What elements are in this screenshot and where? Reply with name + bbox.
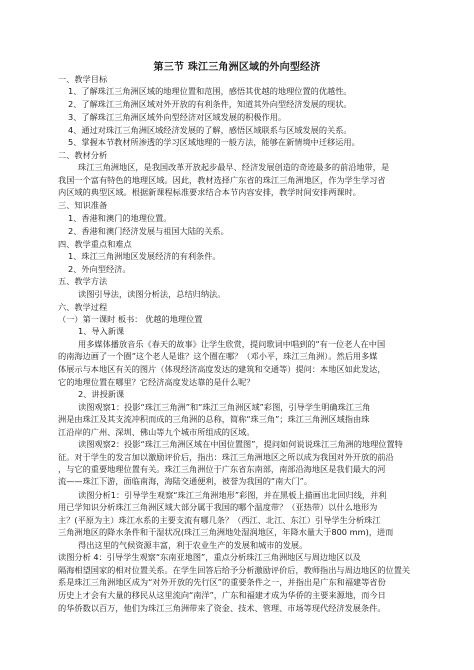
text-line: 读图观察2：投影“珠江三角洲区域在中国位置图”，提问如何说说珠江三角洲的地理位置特	[78, 439, 403, 449]
text-line: 珠江三角洲地区，是我国改革开放起步最早、经济发展创造的奇迹最多的前沿地带，是	[78, 162, 390, 172]
text-line: 五、教学方法	[58, 276, 108, 286]
text-line: 读图分析1：引导学生观察“珠江三角洲地形”彩图，并在黑板上描画出北回归线，并利	[78, 490, 387, 500]
text-line: 主？(平原为主）珠江水系的主要支流有哪几条？（西江、北江、东江）引导学生分析珠江	[58, 515, 381, 525]
text-line: 用多媒体播放音乐《春天的故事》让学生欣赏，提问歌词中唱到的“有一位老人在中国	[78, 339, 386, 349]
text-line: 读图分析 4：引导学生观察“东南亚地图”，重点分析珠江三角洲地区与周边地区以及	[58, 552, 361, 562]
text-line: 5、掌握本节教材所渗透的学习区域地理的一般方法，能够在新情境中迁移运用。	[68, 137, 360, 147]
text-line: 1、珠江三角洲地区发展经济的有利条件。	[68, 251, 221, 261]
text-line: 隔海相望国家的相对位置关系。在学生回答后给予分析激励评价后，教师指出与周边地区的位置关	[58, 565, 411, 575]
text-line: 系是珠江三角洲地区成为“对外开放的先行区”的重要条件之一，并指出是广东和福建等省份	[58, 577, 386, 587]
text-line: 六、教学过程	[58, 302, 108, 312]
text-line: 2、香港和澳门经济发展与祖国大陆的关系。	[68, 226, 229, 236]
text-line: 江沿岸的广州、深圳、佛山等九个城市所组成的区域。	[58, 427, 255, 437]
document-title: 第三节 珠江三角洲区域的外向型经济	[153, 62, 321, 73]
text-line: 读图观察1：投影“珠江三角洲”和“珠江三角洲区域”彩图，引导学生明确珠江三角	[78, 402, 371, 412]
text-line: 的华侨数以百万，他们为珠江三角洲带来了资金、技术、管理、市场等现代经济发展条件。	[58, 603, 386, 613]
text-line: 二、教材分析	[58, 150, 108, 160]
text-line: （一）第一课时 板书： 优越的地理位置	[58, 314, 203, 324]
text-line: 得出这里的气候资源丰富，利于农业生产的发展和城市的发展。	[78, 540, 308, 550]
text-line: 三、知识准备	[58, 200, 108, 210]
text-line: 用已学知识分析珠江三角洲区域大部分属于我国的哪个温度带？（亚热带）以什么地形为	[58, 502, 378, 512]
text-line: 内区域的典型区域。根据新课程标准要求结合本节内容安排，教学时间安排两课时。	[58, 187, 361, 197]
text-line: 3、了解珠江三角洲区域外向型经济对区域发展的积极作用。	[68, 112, 287, 122]
text-line: 征。对于学生的发言加以激励评价后，指出：珠江三角洲地区之所以成为我国对外开放的前沿	[58, 452, 394, 462]
text-line: 4、通过对珠江三角洲区域经济发展的了解，感悟区域联系与区域发展的关系。	[68, 125, 352, 135]
text-line: 三角洲地区的降水条件和干湿状况(珠江三角洲地处湿润地区，年降水量大于800 mm)，进而	[58, 527, 394, 537]
text-line: 1、导入新课	[78, 326, 125, 336]
text-line: 一、教学目标	[58, 74, 108, 84]
text-line: 四、教学重点和难点	[58, 239, 132, 249]
text-line: 我国一个富有特色的地理区域。因此，教材选择广东省的珠江三角洲地区，作为学生学习省	[58, 175, 386, 185]
text-line: 的南海边画了一个圈”这个老人是谁？这个圈在哪？（邓小平，珠江三角洲）。然后用多媒	[58, 351, 378, 361]
text-line: 流——珠江下游，面临南海，海陆交通便利，被誉为我国的“南大门”。	[58, 476, 313, 486]
text-line: 1、香港和澳门的地理位置。	[68, 213, 172, 223]
text-line: 2、外向型经济。	[68, 264, 131, 274]
text-line: 2、讲授新课	[78, 389, 125, 399]
text-line: 洲是由珠江及其支流冲积而成的三角洲的总称，简称“珠三角”；珠江三角洲区域指由珠	[58, 414, 370, 424]
text-line: 读图引导法，读图分析法，总结归纳法。	[78, 289, 226, 299]
text-line: 1、了解珠江三角洲区域的地理位置和范围，感悟其优越的地理位置的优越性。	[68, 86, 352, 96]
text-line: 它的地理位置在哪里？它经济高度发达靠的是什么呢？	[58, 377, 255, 387]
text-line: ，与它的重要地理位置有关。珠江三角洲位于广东省东南部，南部沿海地区是我们最大的河	[58, 464, 386, 474]
text-line: 历史上才会有大量的移民从这里流向“南洋”，广东和福建才成为华侨的主要来源地，而今日	[58, 590, 386, 600]
text-line: 2、了解珠江三角洲区域对外开放的有利条件，知道其外向型经济发展的现状。	[68, 99, 352, 109]
text-line: 体展示与本地区有关的图片（体现经济高度发达的建筑和交通等）提问：本地区如此发达，	[58, 364, 386, 374]
